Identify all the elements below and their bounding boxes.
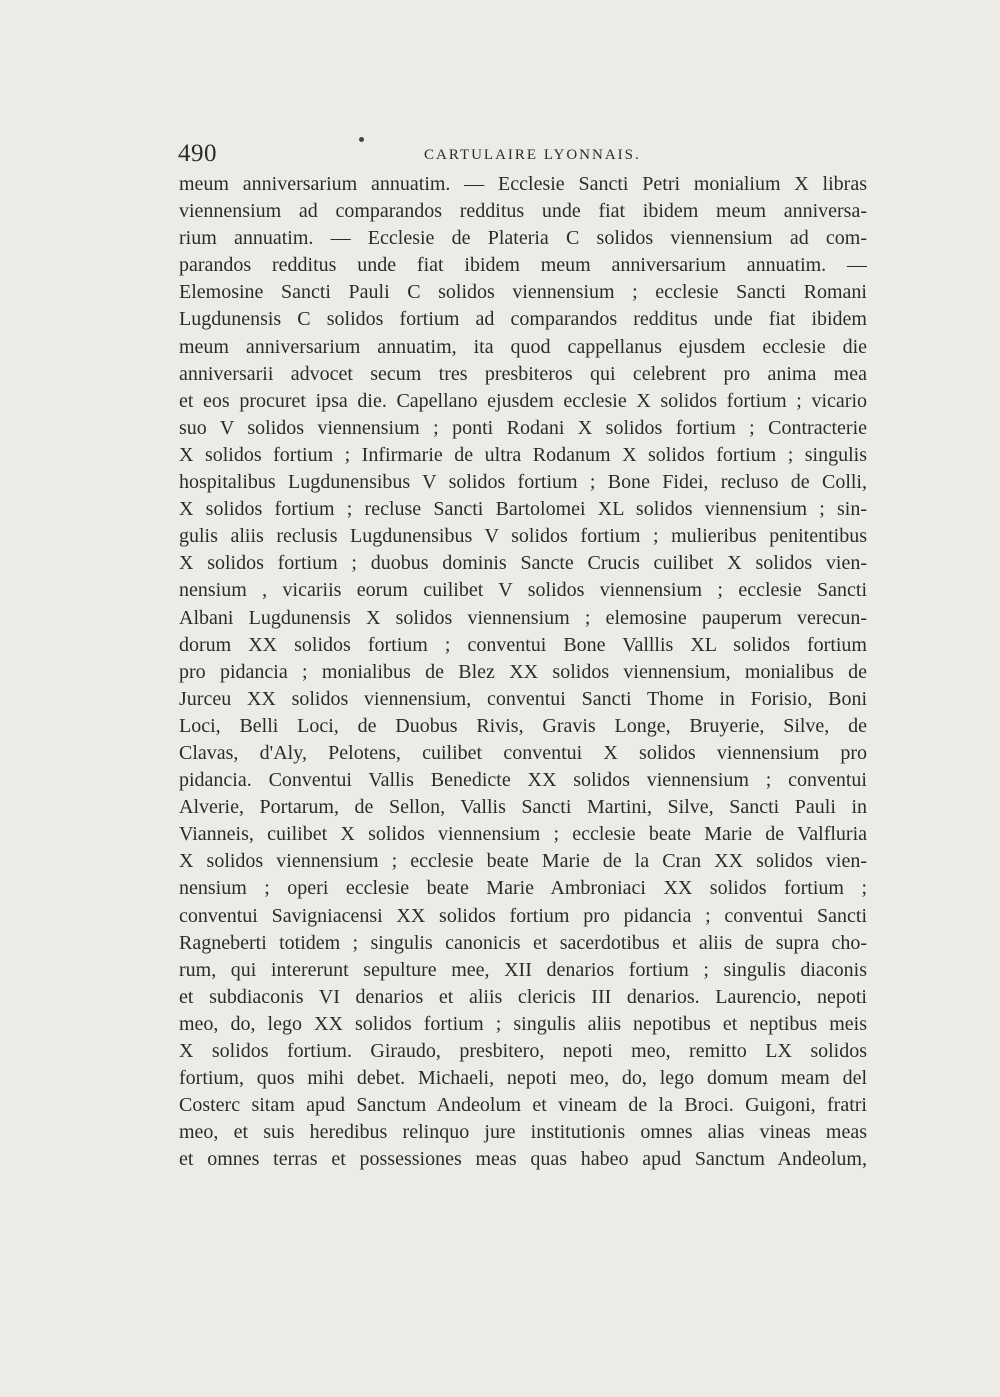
text-line: suo V solidos viennensium ; ponti Rodani X solidos fortium ; Contracterie: [179, 416, 867, 439]
text-line: gulis aliis reclusis Lugdunensibus V solidos fortium ; mulieribus penitentibus: [179, 525, 867, 548]
text-line: X solidos fortium ; duobus dominis Sancte Crucis cuilibet X solidos vien-: [179, 552, 867, 575]
text-line: meo, et suis heredibus relinquo jure institutionis omnes alias vineas meas: [179, 1121, 867, 1144]
text-line: nensium ; operi ecclesie beate Marie Ambroniaci XX solidos fortium ;: [179, 877, 867, 900]
text-line: Clavas, d'Aly, Pelotens, cuilibet conventui X solidos viennensium pro: [179, 741, 867, 764]
text-line: X solidos fortium ; Infirmarie de ultra Rodanum X solidos fortium ; singulis: [179, 443, 867, 466]
text-line: dorum XX solidos fortium ; conventui Bone Valllis XL solidos fortium: [179, 633, 867, 656]
text-line: X solidos viennensium ; ecclesie beate Marie de la Cran XX solidos vien-: [179, 850, 867, 873]
text-line: conventui Savigniacensi XX solidos fortium pro pidancia ; conventui Sancti: [179, 904, 867, 927]
text-line: meo, do, lego XX solidos fortium ; singulis aliis nepotibus et neptibus meis: [179, 1012, 867, 1035]
text-line: Lugdunensis C solidos fortium ad comparandos redditus unde fiat ibidem: [179, 308, 867, 331]
text-line: Albani Lugdunensis X solidos viennensium ; elemosine pauperum verecun-: [179, 606, 867, 629]
text-line: pro pidancia ; monialibus de Blez XX solidos viennensium, monialibus de: [179, 660, 867, 683]
text-line: Elemosine Sancti Pauli C solidos viennensium ; ecclesie Sancti Romani: [179, 281, 867, 304]
text-line: rium annuatim. — Ecclesie de Plateria C solidos viennensium ad com-: [179, 227, 867, 250]
text-line: Jurceu XX solidos viennensium, conventui Sancti Thome in Forisio, Boni: [179, 687, 867, 710]
text-line: X solidos fortium ; recluse Sancti Bartolomei XL solidos viennensium ; sin-: [179, 498, 867, 521]
running-title: CARTULAIRE LYONNAIS.: [424, 147, 641, 163]
text-line: parandos redditus unde fiat ibidem meum anniversarium annuatim. —: [179, 254, 867, 277]
text-line: meum anniversarium annuatim. — Ecclesie Sancti Petri monialium X libras: [179, 173, 867, 195]
text-line: Alverie, Portarum, de Sellon, Vallis Sancti Martini, Silve, Sancti Pauli in: [179, 796, 867, 819]
text-line: viennensium ad comparandos redditus unde fiat ibidem meum anniversa-: [179, 200, 867, 223]
text-line: meum anniversarium annuatim, ita quod cappellanus ejusdem ecclesie die: [179, 335, 867, 358]
text-line: Costerc sitam apud Sanctum Andeolum et vineam de la Broci. Guigoni, fratri: [179, 1094, 867, 1117]
text-line: Loci, Belli Loci, de Duobus Rivis, Gravis Longe, Bruyerie, Silve, de: [179, 714, 867, 737]
text-line: pidancia. Conventui Vallis Benedicte XX solidos viennensium ; conventui: [179, 769, 867, 792]
text-line: X solidos fortium. Giraudo, presbitero, nepoti meo, remitto LX solidos: [179, 1040, 867, 1062]
text-line: et omnes terras et possessiones meas quas habeo apud Sanctum Andeolum,: [179, 1148, 867, 1171]
printer-mark: [359, 137, 364, 142]
text-line: nensium , vicariis eorum cuilibet V solidos viennensium ; ecclesie Sancti: [179, 579, 867, 602]
text-line: anniversarii advocet secum tres presbiteros qui celebrent pro anima mea: [179, 362, 867, 385]
text-line: et subdiaconis VI denarios et aliis clericis III denarios. Laurencio, nepoti: [179, 985, 867, 1008]
body-text: [179, 171, 867, 1173]
text-line: hospitalibus Lugdunensibus V solidos fortium ; Bone Fidei, recluso de Colli,: [179, 471, 867, 494]
text-line: Vianneis, cuilibet X solidos viennensium ; ecclesie beate Marie de Valfluria: [179, 823, 867, 846]
text-line: fortium, quos mihi debet. Michaeli, nepoti meo, do, lego domum meam del: [179, 1067, 867, 1090]
page-number: 490: [178, 140, 217, 167]
text-line: Ragneberti totidem ; singulis canonicis et sacerdotibus et aliis de supra cho-: [179, 931, 867, 954]
text-line: et eos procuret ipsa die. Capellano ejusdem ecclesie X solidos fortium ; vicario: [179, 389, 867, 412]
text-line: rum, qui intererunt sepulture mee, XII denarios fortium ; singulis diaconis: [179, 958, 867, 981]
